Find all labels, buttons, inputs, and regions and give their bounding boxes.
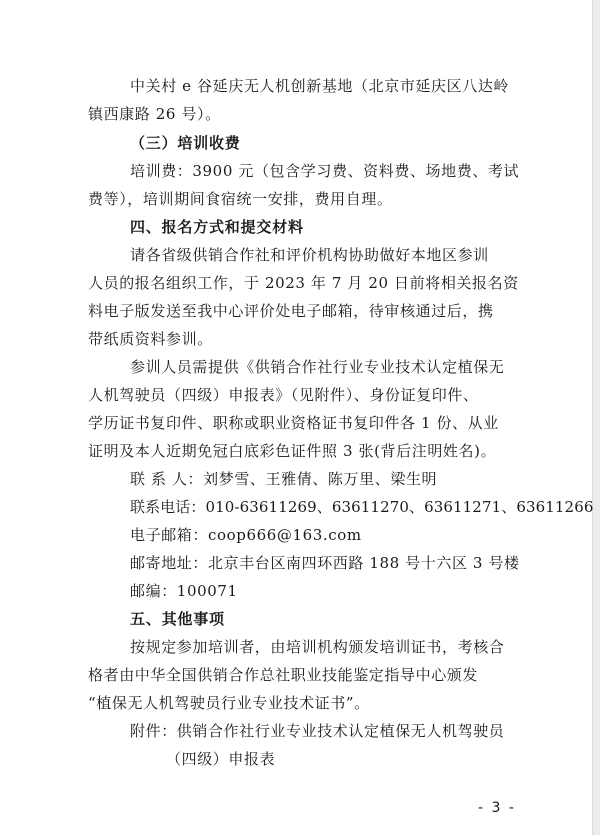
scroll-strip	[593, 0, 600, 835]
text-line: 带纸质资料参训。	[88, 330, 213, 348]
text-line: 人员的报名组织工作，于 2023 年 7 月 20 日前将相关报名资	[88, 274, 519, 292]
text-line: 料电子版发送至我中心评价处电子邮箱，待审核通过后，携	[88, 302, 494, 320]
text-line: 学历证书复印件、职称或职业资格证书复印件各 1 份、从业	[88, 414, 499, 432]
text-line: 证明及本人近期免冠白底彩色证件照 3 张(背后注明姓名)。	[88, 442, 497, 460]
text-line: 请各省级供销合作社和评价机构协助做好本地区参训	[130, 246, 489, 264]
text-line: 费等），培训期间食宿统一安排，费用自理。	[88, 190, 393, 208]
text-line: 参训人员需提供《供销合作社行业专业技术认定植保无	[130, 358, 505, 376]
section-heading: 四、报名方式和提交材料	[130, 218, 304, 236]
text-line: 镇西康路 26 号）。	[88, 105, 221, 123]
contact-email: 电子邮箱：coop666@163.com	[130, 526, 362, 544]
attachment-note: 附件：供销合作社行业专业技术认定植保无人机驾驶员	[130, 722, 505, 740]
contact-phone: 联系电话：010-63611269、63611270、63611271、63611266	[130, 498, 594, 516]
text-line: 中关村 e 谷延庆无人机创新基地（北京市延庆区八达岭	[130, 77, 510, 95]
attachment-note-cont: （四级）申报表	[166, 750, 276, 768]
text-line: “植保无人机驾驶员行业专业技术证书”。	[88, 694, 370, 712]
text-line: 培训费：3900 元（包含学习费、资料费、场地费、考试	[130, 162, 520, 180]
text-line: 按规定参加培训者，由培训机构颁发培训证书，考核合	[130, 638, 505, 656]
section-heading: （三）培训收费	[130, 134, 241, 152]
section-heading: 五、其他事项	[130, 610, 225, 628]
contact-person: 联 系 人：刘梦雪、王雅倩、陈万里、梁生明	[130, 470, 438, 488]
mailing-address: 邮寄地址：北京丰台区南四环西路 188 号十六区 3 号楼	[130, 554, 520, 572]
text-line: 人机驾驶员（四级）申报表》（见附件）、身份证复印件、	[88, 386, 479, 404]
postal-code: 邮编：100071	[130, 582, 238, 600]
page-number: - 3 -	[478, 800, 516, 816]
text-line: 格者由中华全国供销合作总社职业技能鉴定指导中心颁发	[88, 666, 479, 684]
